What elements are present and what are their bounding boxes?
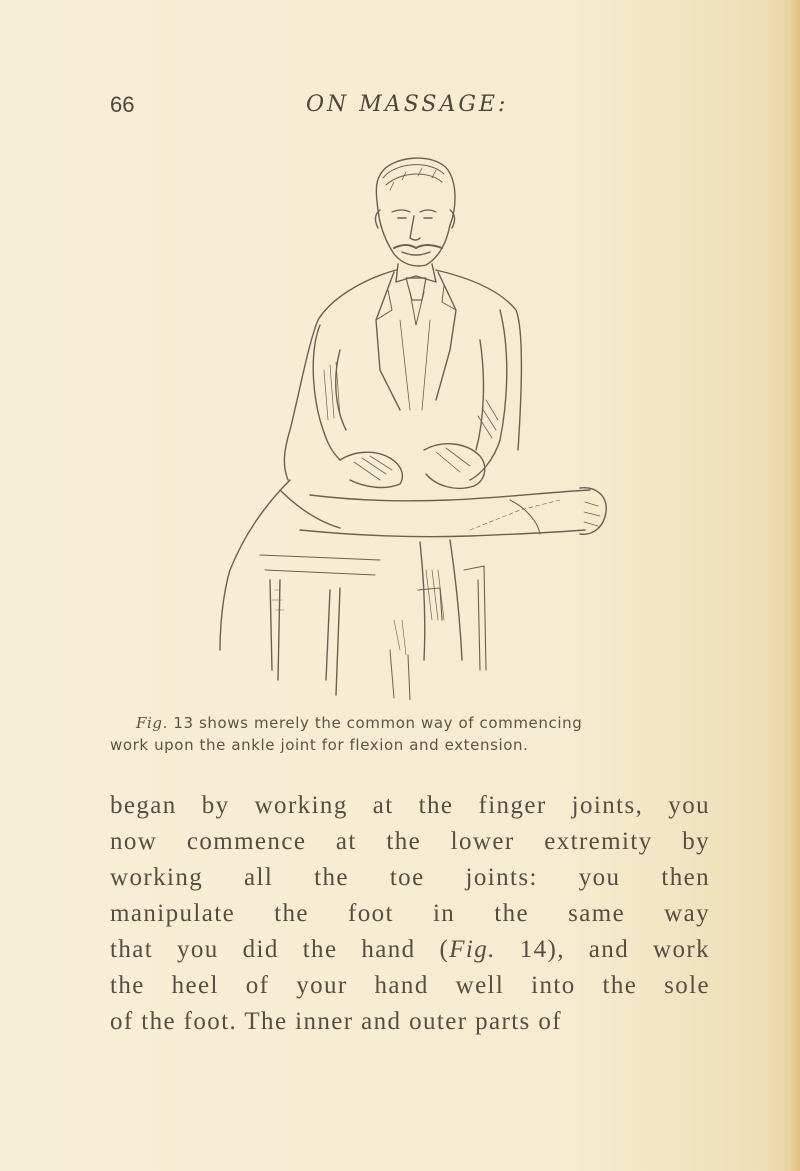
caption-fig-label: Fig. (136, 714, 168, 732)
figure-illustration (180, 150, 620, 700)
text-line: now commence at the lower extremity by (110, 828, 710, 855)
text-fragment: 14), and work (495, 936, 710, 963)
page-edge (790, 0, 800, 1171)
text-line: of the foot. The inner and outer parts of (110, 1008, 562, 1035)
text-line: the heel of your hand well into the sole (110, 972, 710, 999)
caption-text-1: 13 shows merely the common way of commencing (167, 714, 583, 732)
text-fragment: that you did the hand ( (110, 936, 450, 963)
body-paragraph (110, 788, 710, 1040)
figure-caption (110, 712, 710, 756)
caption-line-1 (110, 712, 710, 734)
text-line: manipulate the foot in the same way (110, 900, 710, 927)
text-line: began by working at the finger joints, you (110, 792, 710, 819)
fig-reference: Fig. (449, 936, 496, 963)
text-line: working all the toe joints: you then (110, 864, 710, 891)
caption-line-2: work upon the ankle joint for flexion and extension. (110, 736, 529, 754)
page-header (110, 92, 710, 124)
page-number: 66 (110, 92, 135, 117)
seated-man-engraving (180, 150, 620, 700)
text-line (110, 932, 710, 968)
running-title: ON MASSAGE: (306, 92, 509, 117)
